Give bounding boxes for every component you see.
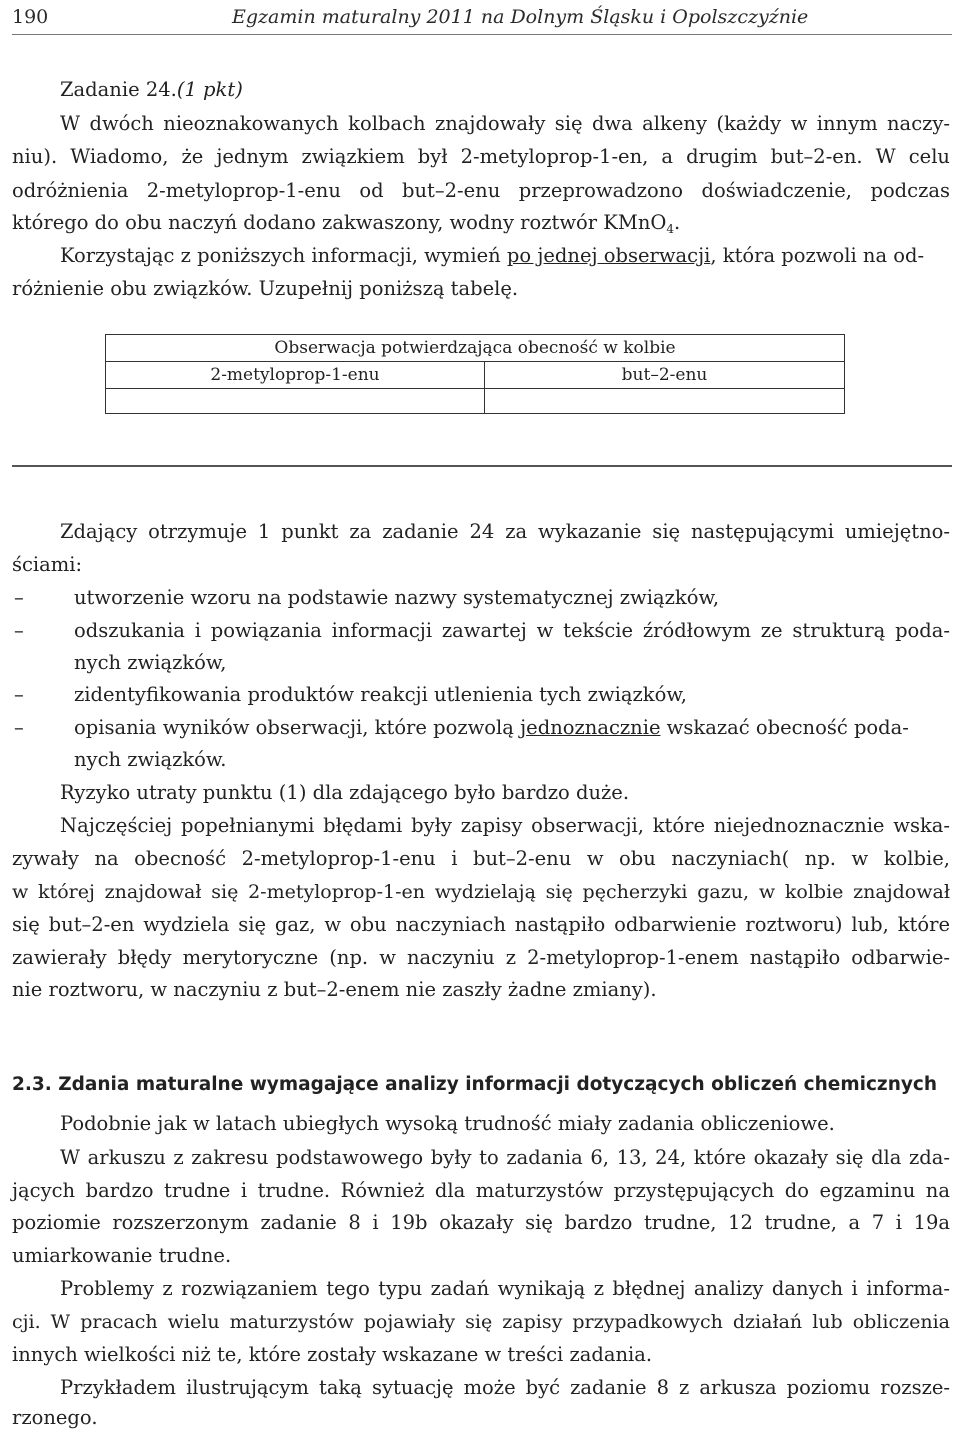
page-number: 190 bbox=[12, 6, 49, 28]
task-line-5-end: , która pozwoli na od- bbox=[710, 244, 925, 267]
errors-line-5: zawierały błędy merytoryczne (np. w naczyniu z 2-metyloprop-1-enem nastąpiło odbarwie- bbox=[12, 946, 950, 969]
skill-item-4-text: opisania wyników obserwacji, które pozwolą bbox=[74, 716, 521, 739]
task-line-5-text: Korzystając z poniższych informacji, wymień bbox=[60, 244, 507, 267]
task-line-4-text: którego do obu naczyń dodano zakwaszony, wodny roztwór KMnO bbox=[12, 211, 667, 234]
running-title: Egzamin maturalny 2011 na Dolnym Śląsku i Opolszczyźnie bbox=[232, 6, 809, 28]
task-line-2: niu). Wiadomo, że jednym związkiem był 2-metyloprop-1-en, a drugim but–2-en. W celu bbox=[12, 145, 950, 168]
section-separator bbox=[12, 465, 952, 467]
list-dash: – bbox=[14, 586, 24, 609]
skills-intro-1: Zdający otrzymuje 1 punkt za zadanie 24 za wykazanie się następującymi umiejętno- bbox=[60, 520, 950, 543]
skill-item-2-cont: nych związków, bbox=[74, 651, 227, 674]
skill-item-4 bbox=[74, 715, 950, 741]
task-line-1: W dwóch nieoznakowanych kolbach znajdowały się dwa alkeny (każdy w innym naczy- bbox=[60, 112, 950, 135]
section-line-2: W arkuszu z zakresu podstawowego były to zadania 6, 13, 24, które okazały się dla zda- bbox=[60, 1146, 950, 1169]
section-line-4: poziomie rozszerzonym zadanie 8 i 19b okazały się bardzo trudne, 12 trudne, a 7 i 19a bbox=[12, 1211, 950, 1234]
skill-item-2: odszukania i powiązania informacji zawartej w tekście źródłowym ze strukturą poda- bbox=[74, 619, 950, 642]
underlined-word: jednoznacznie bbox=[520, 716, 661, 739]
task-line-4-end: . bbox=[674, 211, 681, 234]
table-header: Obserwacja potwierdzająca obecność w kolbie bbox=[106, 335, 845, 362]
task-line-3: odróżnienia 2-metyloprop-1-enu od but–2-enu przeprowadzono doświadczenie, podczas bbox=[12, 179, 950, 202]
task-line-4 bbox=[12, 210, 680, 242]
skill-item-4-cont: nych związków. bbox=[74, 748, 227, 771]
task-line-6: różnienie obu związków. Uzupełnij poniższą tabelę. bbox=[12, 277, 519, 300]
observation-table bbox=[105, 334, 845, 414]
underlined-phrase: po jednej obserwacji bbox=[506, 244, 711, 267]
section-heading: 2.3. Zdania maturalne wymagające analizy informacji dotyczących obliczeń chemicznych bbox=[12, 1074, 938, 1095]
errors-line-1: Najczęściej popełnianymi błędami były zapisy obserwacji, które niejednoznacznie wska- bbox=[60, 814, 950, 837]
kmno4-subscript: 4 bbox=[666, 222, 675, 236]
skill-item-4-end: wskazać obecność poda- bbox=[660, 716, 909, 739]
skill-item-3: zidentyfikowania produktów reakcji utlenienia tych związków, bbox=[74, 683, 687, 706]
errors-line-4: się but–2-en wydziela się gaz, w obu naczyniach nastąpiło odbarwienie roztworu) lub, które bbox=[12, 913, 950, 936]
list-dash: – bbox=[14, 683, 24, 706]
table-col-2-metyloprop: 2-metyloprop-1-enu bbox=[106, 362, 485, 389]
list-dash: – bbox=[14, 619, 24, 642]
header-rule bbox=[12, 34, 952, 35]
task-line-5 bbox=[60, 243, 950, 269]
section-line-9: Przykładem ilustrującym taką sytuację może być zadanie 8 z arkusza poziomu rozsze- bbox=[60, 1376, 950, 1399]
table-answer-cell-2[interactable] bbox=[485, 389, 845, 414]
errors-line-6: nie roztworu, w naczyniu z but–2-enem nie zaszły żadne zmiany). bbox=[12, 978, 657, 1001]
task-label: Zadanie 24. bbox=[60, 78, 177, 101]
task-points: (1 pkt) bbox=[176, 78, 243, 101]
section-line-7: cji. W pracach wielu maturzystów pojawiały się zapisy przypadkowych działań lub obliczenia bbox=[12, 1311, 950, 1333]
page-header bbox=[12, 4, 952, 28]
section-line-3: jących bardzo trudne i trudne. Również dla maturzystów przystępujących do egzaminu na bbox=[12, 1179, 950, 1202]
list-dash: – bbox=[14, 716, 24, 739]
section-line-6: Problemy z rozwiązaniem tego typu zadań wynikają z błędnej analizy danych i informa- bbox=[60, 1277, 950, 1300]
table-answer-cell-1[interactable] bbox=[106, 389, 485, 414]
section-line-5: umiarkowanie trudne. bbox=[12, 1244, 232, 1267]
section-line-1: Podobnie jak w latach ubiegłych wysoką trudność miały zadania obliczeniowe. bbox=[60, 1112, 835, 1135]
table-col-but-2-en: but–2-enu bbox=[485, 362, 845, 389]
errors-line-3: w której znajdował się 2-metyloprop-1-en wydzielają się pęcherzyki gazu, w kolbie znajdował bbox=[12, 881, 950, 903]
skill-item-1: utworzenie wzoru na podstawie nazwy systematycznej związków, bbox=[74, 586, 720, 609]
risk-note: Ryzyko utraty punktu (1) dla zdającego było bardzo duże. bbox=[60, 781, 630, 804]
skills-intro-2: ściami: bbox=[12, 553, 83, 576]
section-line-10: rzonego. bbox=[12, 1406, 98, 1429]
errors-line-2: zywały na obecność 2-metyloprop-1-enu i but–2-enu w obu naczyniach( np. w kolbie, bbox=[12, 847, 950, 870]
task-title bbox=[60, 77, 243, 103]
section-line-8: innych wielkości niż te, które zostały wskazane w treści zadania. bbox=[12, 1343, 653, 1366]
